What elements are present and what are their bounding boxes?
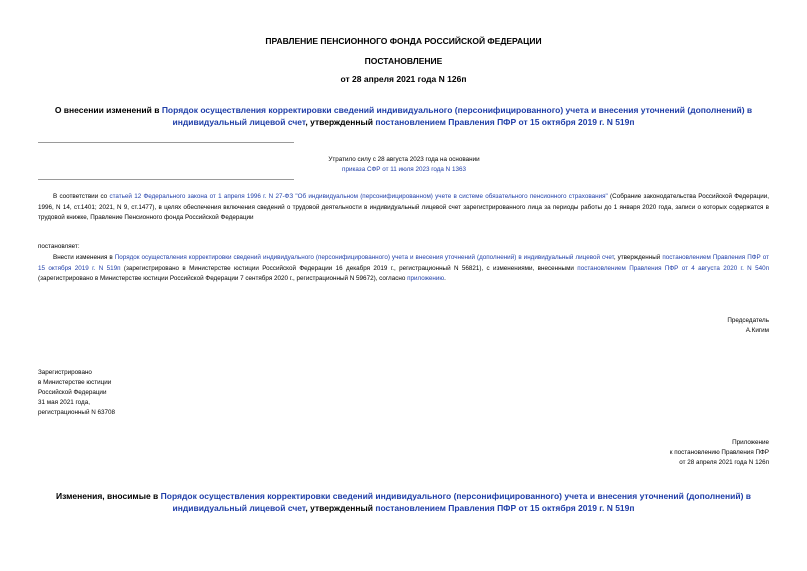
- document-type: ПОСТАНОВЛЕНИЕ: [364, 56, 443, 66]
- operative-text-2: , утвержденный: [613, 254, 663, 261]
- resolves-label: постановляет:: [38, 243, 80, 250]
- operative-link-resolution-540[interactable]: постановлением Правления ПФР от 4 августа 2020 г. N 540п: [577, 264, 770, 272]
- registration-line-2: в Министерстве юстиции: [38, 379, 112, 386]
- appendix-line-2: к постановлению Правления ПФР: [669, 449, 769, 456]
- operative-paragraph: [38, 253, 769, 285]
- signatory-name: А.Кигим: [745, 327, 769, 334]
- operative-text-3: (зарегистрировано в Министерстве юстиции Российской Федерации 16 декабря 2019 г., регистрационный N 56821), с изменениями, внесенными: [120, 264, 578, 272]
- registration-line-3: Российской Федерации: [38, 389, 107, 396]
- title-link-procedure[interactable]: Порядок осуществления корректировки сведений индивидуального (персонифицированного) учета и внесения уточнений (дополнений) в индивидуальный лицевой счет: [161, 105, 753, 127]
- signature-block: [727, 316, 769, 336]
- changes-title-prefix: Изменения, вносимые в: [55, 491, 161, 501]
- expired-note: [290, 155, 518, 175]
- operative-text-5: .: [444, 275, 446, 282]
- appendix-block: [670, 438, 769, 468]
- divider-bottom: [38, 179, 294, 180]
- preamble-text-1: В соответствии со: [53, 193, 110, 200]
- title-middle: , утвержденный: [305, 117, 376, 127]
- expired-note-link[interactable]: приказа СФР от 11 июля 2023 года N 1363: [342, 166, 466, 173]
- changes-title-link-resolution[interactable]: постановлением Правления ПФР от 15 октября 2019 г. N 519п: [375, 503, 635, 513]
- changes-title-middle: , утвержденный: [305, 503, 376, 513]
- operative-text-1: Внести изменения в: [53, 254, 115, 261]
- appendix-line-1: Приложение: [732, 439, 769, 446]
- registration-line-4: 31 мая 2021 года,: [38, 399, 90, 406]
- operative-text-4: (зарегистрировано в Министерстве юстиции Российской Федерации 7 сентября 2020 г., регистрационный N 59672), согласно: [38, 275, 408, 282]
- changes-title-link-procedure[interactable]: Порядок осуществления корректировки сведений индивидуального (персонифицированного) учета и внесения уточнений (дополнений) в индивидуальный лицевой счет: [160, 491, 751, 513]
- signatory-position: Председатель: [727, 317, 769, 324]
- divider-top: [38, 142, 294, 143]
- preamble-link-federal-law[interactable]: статьей 12 Федерального закона от 1 апреля 1996 г. N 27-ФЗ "Об индивидуальном (персонифицированном) учете в системе обязательного пенсионного страхования": [109, 193, 608, 200]
- appendix-line-3: от 28 апреля 2021 года N 126п: [679, 459, 769, 466]
- operative-link-resolution-519[interactable]: постановлением Правления ПФР от 15 октября 2019 г. N 519п: [38, 254, 769, 272]
- document-title: [30, 104, 777, 128]
- operative-link-appendix[interactable]: приложению: [407, 275, 445, 282]
- issuing-authority: ПРАВЛЕНИЕ ПЕНСИОННОГО ФОНДА РОССИЙСКОЙ ФЕДЕРАЦИИ: [265, 36, 542, 46]
- registration-block: [38, 368, 115, 418]
- registration-line-1: Зарегистрировано: [38, 369, 92, 376]
- changes-title: [30, 490, 777, 514]
- preamble-paragraph: [38, 192, 769, 224]
- document-date-number: от 28 апреля 2021 года N 126п: [340, 74, 467, 84]
- registration-line-5: регистрационный N 63708: [38, 409, 116, 416]
- operative-link-procedure[interactable]: Порядок осуществления корректировки сведений индивидуального (персонифицированного) учета и внесения уточнений (дополнений) в индивидуальный лицевой счет: [114, 254, 614, 261]
- preamble-text-2: (Собрание законодательства Российской Федерации, 1996, N 14, ст.1401; 2021, N 9, ст.1477), в целях обеспечения включения сведений о трудовой деятельности в индивидуальный лицевой счет зарегистрированного лица за периоды работы до 1 января 2020 года, записи о которых содержатся в трудовой книжке, Правление Пенсионного фонда Российской Федерации: [38, 193, 769, 221]
- title-prefix: О внесении изменений в: [54, 105, 162, 115]
- expired-note-text: Утратило силу с 28 августа 2023 года на основании: [328, 156, 480, 163]
- title-link-resolution[interactable]: постановлением Правления ПФР от 15 октября 2019 г. N 519п: [375, 117, 635, 127]
